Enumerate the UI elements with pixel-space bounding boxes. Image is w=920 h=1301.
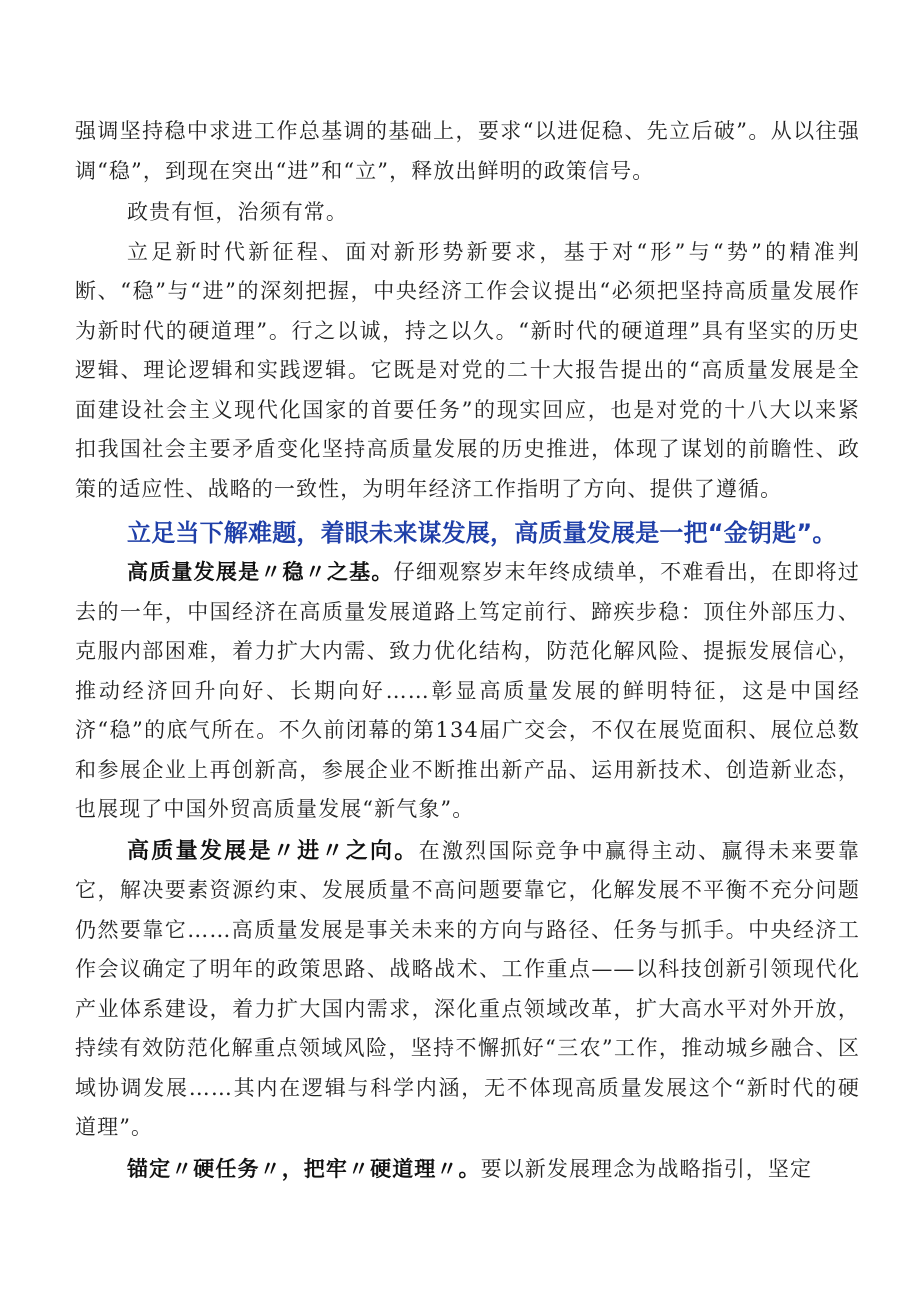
paragraph-stability-lead: 高质量发展是〃稳〃之基。 <box>127 560 394 584</box>
paragraph-stability-body: 仔细观察岁末年终成绩单，不难看出，在即将过去的一年，中国经济在高质量发展道路上笃定前行、蹄疾步稳：顶住外部压力、克服内部困难，着力扩大内需、致力优化结构，防范化解风险、提振发展信心，推动经济回升向好、长期向好……彰显高质量发展的鲜明特征，这是中国经济“稳”的底气所在。不久前闭幕的第134届广交会，不仅在展览面积、展位总数和参展企业上再创新高，参展企业不断推出新产品、运用新技术、创造新业态，也展现了中国外贸高质量发展“新气象”。 <box>75 560 860 821</box>
paragraph-anchor-lead: 锚定〃硬任务〃，把牢〃硬道理〃。 <box>127 1156 481 1181</box>
paragraph-progress <box>75 832 860 1148</box>
paragraph-anchor <box>75 1150 860 1190</box>
paragraph-motto: 政贵有恒，治须有常。 <box>127 200 348 224</box>
paragraph-policy-signal: 强调坚持稳中求进工作总基调的基础上，要求“以进促稳、先立后破”。从以往强调“稳”，到现在突出“进”和“立”，释放出鲜明的政策信号。 <box>75 119 860 183</box>
paragraph-hard-truth: 立足新时代新征程、面对新形势新要求，基于对“形”与“势”的精准判断、“稳”与“进”的深刻把握，中央经济工作会议提出“必须把坚持高质量发展作为新时代的硬道理”。行之以诚，持之以久。“新时代的硬道理”具有坚实的历史逻辑、理论逻辑和实践逻辑。它既是对党的二十大报告提出的“高质量发展是全面建设社会主义现代化国家的首要任务”的现实回应，也是对党的十八大以来紧扣我国社会主要矛盾变化坚持高质量发展的历史推进，体现了谋划的前瞻性、政策的适应性、战略的一致性，为明年经济工作指明了方向、提供了遵循。 <box>75 239 860 501</box>
paragraph-stability <box>75 553 860 830</box>
paragraph-anchor-body: 要以新发展理念为战略指引，坚定 <box>480 1156 813 1181</box>
paragraph-progress-body: 在激烈国际竞争中赢得主动、赢得未来要靠它，解决要素资源约束、发展质量不高问题要靠它，化解发展不平衡不充分问题仍然要靠它……高质量发展是事关未来的方向与路径、任务与抓手。中央经济工作会议确定了明年的政策思路、战略战术、工作重点——以科技创新引领现代化产业体系建设，着力扩大国内需求，深化重点领域改革，扩大高水平对外开放，持续有效防范化解重点领域风险，坚持不懈抓好“三农”工作，推动城乡融合、区域协调发展……其内在逻辑与科学内涵，无不体现高质量发展这个“新时代的硬道理”。 <box>75 838 860 1139</box>
paragraph-progress-lead: 高质量发展是〃进〃之向。 <box>127 838 419 864</box>
section-heading: 立足当下解难题，着眼未来谋发展，高质量发展是一把“金钥匙”。 <box>127 519 837 547</box>
